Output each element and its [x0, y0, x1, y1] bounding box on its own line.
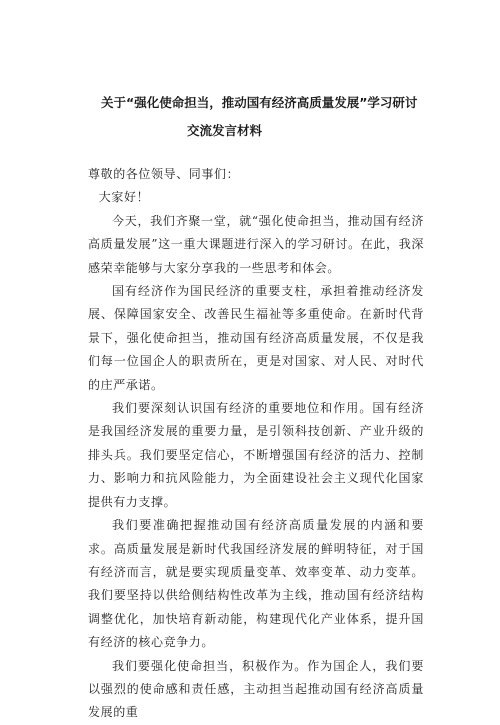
document-title-line-2: 交流发言材料 [187, 123, 263, 138]
paragraph-action: 我们要强化使命担当，积极作为。作为国企人，我们要以强烈的使命感和责任感，主动担当起推动国有经济高质量发展的重 [88, 658, 424, 720]
paragraph-status: 我们要深刻认识国有经济的重要地位和作用。国有经济是我国经济发展的重要力量，是引领科技创新、产业升级的排头兵。我们要坚定信心，不断增强国有经济的活力、控制力、影响力和抗风险能力，为全面建设社会主义现代化国家提供有力支撑。 [88, 401, 424, 509]
document-body [88, 163, 424, 725]
paragraph-intro: 今天，我们齐聚一堂，就“强化使命担当，推动国有经济高质量发展”这一重大课题进行深入的学习研讨。在此，我深感荣幸能够与大家分享我的一些思考和体会。 [88, 213, 424, 275]
greeting: 大家好！ [98, 190, 150, 205]
paragraph-quality: 我们要准确把握推动国有经济高质量发展的内涵和要求。高质量发展是新时代我国经济发展的鲜明特征，对于国有经济而言，就是要实现质量变革、效率变革、动力变革。我们要坚持以供给侧结构性改革为主线，推动国有经济结构调整优化，加快培育新动能，构建现代化产业体系，提升国有经济的核心竞争力。 [88, 518, 424, 650]
document-title-line-1: 关于“强化使命担当，推动国有经济高质量发展”学习研讨 [101, 95, 418, 110]
salutation: 尊敬的各位领导、同事们： [88, 167, 240, 181]
paragraph-mission: 国有经济作为国民经济的重要支柱，承担着推动经济发展、保障国家安全、改善民生福祉等多重使命。在新时代背景下，强化使命担当，推动国有经济高质量发展，不仅是我们每一位国企人的职责所在，更是对国家、对人民、对时代的庄严承诺。 [88, 284, 424, 392]
